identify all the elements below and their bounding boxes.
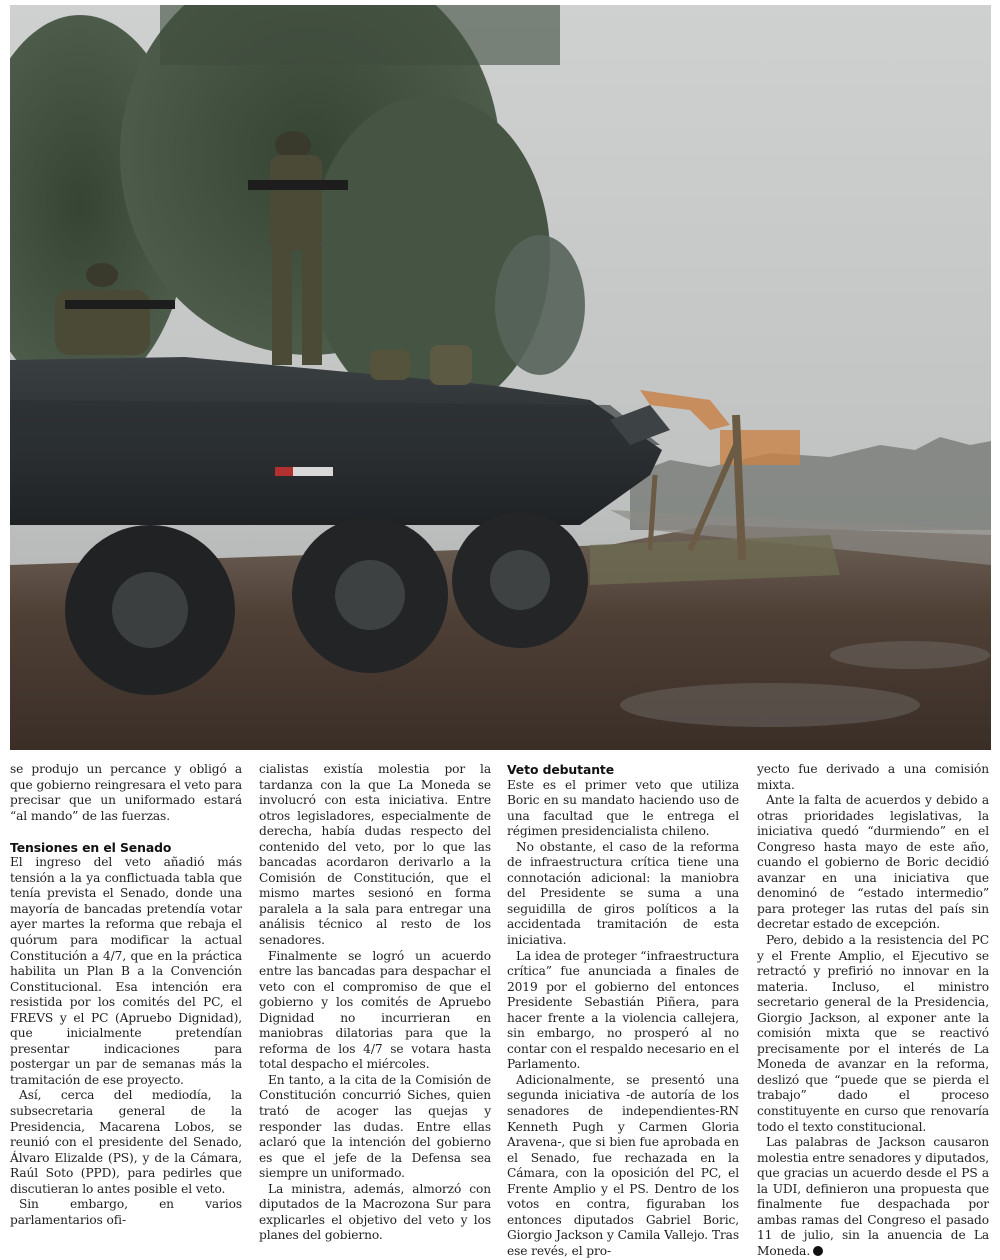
body-paragraph — [259, 1182, 491, 1244]
body-paragraph — [10, 762, 242, 824]
paragraph-text: Pero, debido a la resistencia del PC y el Frente Amplio, el Ejecutivo se retractó y prefirió no innovar en la materia. Incluso, el ministro secretario general de la Presidencia, Giorgio Jackson, al exponer ante la comisión mixta que se reactivó precisamente por el interés de La Moneda de avanzar en la reforma, deslizó que “puede que se pierda el trabajo” dado el proceso constituyente en curso que renovaría todo el texto constitucional. — [757, 933, 989, 1134]
paragraph-text: Las palabras de Jackson causaron molestia entre senadores y diputados, que gracias un acuerdo desde el PS a la UDI, definieron una propuesta que finalmente fue despachada por ambas ramas del Congreso el pasado 11 de julio, sin la anuencia de La Moneda. — [757, 1135, 989, 1258]
paragraph-text: Ante la falta de acuerdos y debido a otras prioridades legislativas, la iniciativa quedó “durmiendo” en el Congreso hasta mayo de este año, cuando el gobierno de Boric decidió avanzar en una iniciativa que denominó de “estado intermedio” para proteger las rutas del país sin decretar estado de excepción. — [757, 793, 989, 932]
paragraph-text: Este es el primer veto que utiliza Boric en su mandato haciendo uso de una facultad que le entrega el régimen presidencialista chileno. — [507, 777, 739, 839]
article-column-4 — [757, 762, 989, 1260]
paragraph-text: El ingreso del veto añadió más tensión a la ya conflictuada tabla que tenía prevista el Senado, donde una mayoría de bancadas pretendía votar ayer martes la reforma que rebaja el quórum para modificar la actual Constitución a 4/7, que en la práctica habilita un Plan B a la Convención Constitucional. Esa intención era resistida por los comités del PC, el FREVS y el PC (Apruebo Dignidad), que inicialmente pretendían presentar indicaciones para postergar un par de semanas más la tramitación de ese proyecto. — [10, 855, 242, 1087]
paragraph-text: La ministra, además, almorzó con diputados de la Macrozona Sur para explicarles el objetivo del veto y los planes del gobierno. — [259, 1181, 491, 1243]
paragraph-text: Finalmente se logró un acuerdo entre las bancadas para despachar el veto con el compromiso de que el gobierno y los comités de Apruebo Dignidad no incurrieran en maniobras dilatorias para que la reforma de los 4/7 se votara hasta total despacho el miércoles. — [259, 948, 491, 1072]
body-paragraph — [10, 855, 242, 1088]
paragraph-text: Sin embargo, en varios parlamentarios ofi- — [10, 1197, 242, 1227]
article-column-1 — [10, 762, 242, 1228]
paragraph-text: En tanto, a la cita de la Comisión de Constitución concurrió Siches, quien trató de acoger las quejas y responder las dudas. Entre ellas aclaró que la intención del gobierno es que el jefe de la Defensa sea siempre un uniformado. — [259, 1072, 491, 1181]
article-column-3 — [507, 762, 739, 1260]
paragraph-text: Adicionalmente, se presentó una segunda iniciativa -de autoría de los senadores de independientes-RN Kenneth Pugh y Carmen Gloria Aravena-, que si bien fue aprobada en el Senado, fue rechazada en la Cámara, con la oposición del PC, el Frente Amplio y el PS. Dentro de los votos en contra, figuraban los entonces diputados Gabriel Boric, Giorgio Jackson y Camila Vallejo. Tras ese revés, el pro- — [507, 1072, 739, 1258]
paragraph-spacer — [10, 824, 242, 840]
body-paragraph — [259, 1073, 491, 1182]
body-paragraph — [10, 1197, 242, 1228]
body-paragraph — [507, 778, 739, 840]
section-heading-text: Veto debutante — [507, 762, 615, 777]
body-paragraph — [507, 840, 739, 949]
paragraph-text: yecto fue derivado a una comisión mixta. — [757, 762, 989, 792]
article-column-2 — [259, 762, 491, 1244]
body-paragraph — [757, 933, 989, 1135]
paragraph-text: se produjo un percance y obligó a que gobierno reingresara el veto para precisar que un uniformado estará “al mando” de las fuerzas. — [10, 762, 242, 823]
body-paragraph — [757, 762, 989, 793]
body-paragraph — [507, 1073, 739, 1260]
news-photo — [10, 5, 991, 750]
body-paragraph — [757, 793, 989, 933]
photo-armored-vehicle-soldiers — [10, 5, 991, 750]
section-heading-text: Tensiones en el Senado — [10, 839, 172, 855]
body-paragraph — [10, 1088, 242, 1197]
paragraph-text: Así, cerca del mediodía, la subsecretaria general de la Presidencia, Macarena Lobos, se reunió con el presidente del Senado, Álvaro Elizalde (PS), y de la Cámara, Raúl Soto (PPD), para pedirles que discutieran lo antes posible el veto. — [10, 1088, 242, 1196]
end-of-article-icon — [813, 1246, 823, 1256]
body-paragraph — [507, 949, 739, 1073]
body-paragraph — [757, 1135, 989, 1259]
paragraph-text: La idea de proteger “infraestructura crítica” fue anunciada a finales de 2019 por el gobierno del entonces Presidente Sebastián Piñera, para hacer frente a la violencia callejera, sin embargo, no prosperó al no contar con el respaldo necesario en el Parlamento. — [507, 948, 739, 1072]
body-paragraph — [259, 949, 491, 1073]
paragraph-text: No obstante, el caso de la reforma de infraestructura crítica tiene una connotación adicional: la maniobra del Presidente se suma a una seguidilla de giros políticos a la accidentada tramitación de esta iniciativa. — [507, 839, 739, 948]
section-heading — [10, 840, 242, 856]
paragraph-text: cialistas existía molestia por la tardanza con la que La Moneda se involucró con esta iniciativa. Entre otros legisladores, especialmente de derecha, había dudas respecto del contenido del veto, por lo que las bancadas acordaron derivarlo a la Comisión de Constitución, que el mismo martes sesionó en forma paralela a la sala para entregar una análisis técnico al resto de los senadores. — [259, 762, 491, 948]
section-heading — [507, 762, 739, 778]
body-paragraph — [259, 762, 491, 949]
